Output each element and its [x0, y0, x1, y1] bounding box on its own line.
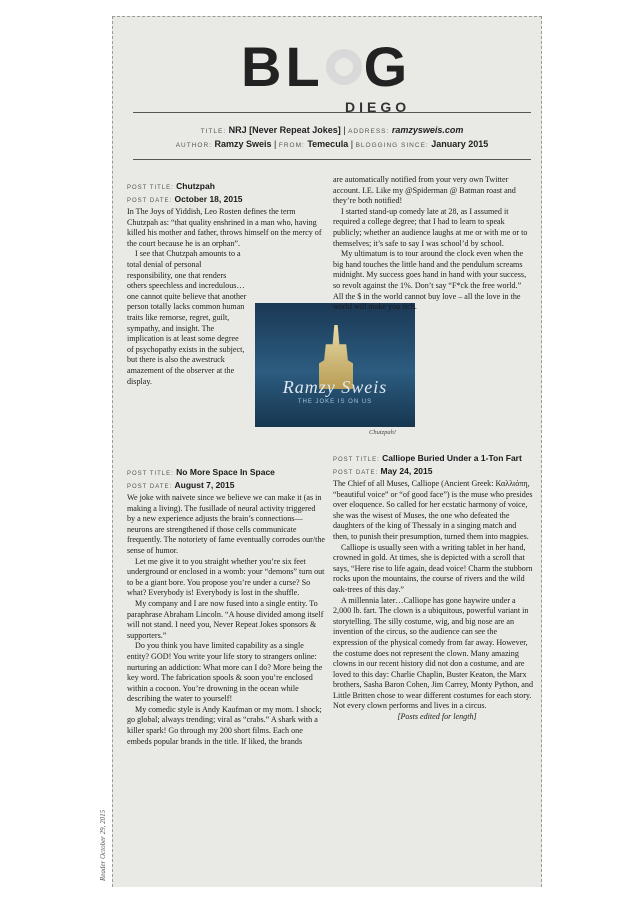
- post-paragraph: The Chief of all Muses, Calliope (Ancient Greek: Καλλιόπη, “beautiful voice” or “of good face”) is the muse who presides over eloquence. So called for her ecstatic harmony of voice, she was the wisest of Muses, the one who defeated the daughters of the king of Thessaly in a singing match and then, to punish their presumption, turned them into magpies.: [333, 479, 533, 541]
- post-paragraph: Do you think you have limited capability as a single entity? GOD! You write your life story to strangers online: nurturing an addiction: What more can I do? More being the key word. The fabrication spools & soon you’re enclosed within a cocoon. You’re drowning in the ocean while describing the water to yourself!: [127, 641, 323, 704]
- post-paragraph: Let me give it to you straight whether you’re six feet underground or enclosed in a womb: your “demons” turn out to be a giant bore. You propose you’re under a curse? So what? Everybody is! Everybody is lost in the shuffle.: [127, 556, 325, 598]
- castle-photo: [255, 303, 415, 427]
- post-paragraph: We joke with naivete since we believe we can make it (as in making a living). The fusillade of neural activity triggered by a new experience adjusts the brain’s connections—neurons are strengthened if those cells communicate frequently. The notoriety of fame eventually corrodes our/the sense of humor.: [127, 493, 325, 555]
- post-paragraph: My comedic style is Andy Kaufman or my mom. I shock; go global; always trending; viral as “crabs.” A shark with a killer spark! Go through my 200 short films. Each one embeds popular brands in the title. If liked, the brands: [127, 704, 322, 746]
- post-paragraph: My ultimatum is to tour around the clock even when the big hand touches the little hand and the pendulum screams midnight. My success goes hand in hand with your success, so revolt against the 1%. Don’t say “F*ck the free world.” All the $ in the world cannot buy love – all the love in the world will make you rich.: [333, 249, 527, 312]
- blog-author: Ramzy Sweis: [214, 139, 272, 149]
- post-title: Calliope Buried Under a 1-Ton Fart: [382, 453, 522, 463]
- post-date: May 24, 2015: [380, 466, 433, 476]
- post-paragraph: Calliope is usually seen with a writing tablet in her hand, crowned in gold. At times, she is depicted with a scroll that says, “Here rise to life again, dead voice! Charm the stubborn rocks upon the mountains, the course of rivers and the wild oak-trees of this day.”: [333, 542, 533, 594]
- divider: [133, 159, 531, 160]
- blog-since: January 2015: [431, 139, 489, 149]
- blog-meta-line-2: AUTHOR: Ramzy Sweis | FROM: Temecula | BLOGGING SINCE: January 2015: [175, 139, 489, 149]
- post-paragraph: My company and I are now fused into a single entity. To paraphrase Abraham Lincoln. “A house divided among itself will not stand. I need you, Never Repeat Jokes sponsors & supporters.”: [127, 598, 324, 640]
- meta-label: AUTHOR:: [175, 142, 212, 149]
- blog-title: NRJ [Never Repeat Jokes]: [228, 125, 341, 135]
- meta-label: FROM:: [278, 142, 305, 149]
- post-paragraph: are automatically notified from your very own Twitter account. I.E. Like my @Spiderman @ Batman roast and they’re both notified!: [333, 175, 516, 206]
- blog-masthead: [113, 37, 541, 127]
- post-date: August 7, 2015: [174, 480, 235, 490]
- post-paragraph: In The Joys of Yiddish, Leo Rosten defines the term Chutzpah as: “that quality enshrined in a man who, having killed his mother and father, throws himself on the mercy of the court because he is an orphan”.: [127, 207, 322, 248]
- post-calliope: POST TITLE: Calliope Buried Under a 1-Ton Fart POST DATE: May 24, 2015 The Chief of all Muses, Calliope (Ancient Greek: Καλλιόπη, “beautiful voice” or “of good face”) is the muse who presides over eloquence. So called for her ecstatic harmony of voice, she was the wisest of Muses, the one who defeated the daughters of the king of Thessaly in a singing match and then, to punish their presumption, turned them into magpies. Calliope is usually seen with a writing tablet in her hand, crowned in gold. At times, she is depicted with a scroll that says, “Here rise to life again, dead voice! Charm the stubborn rocks upon the mountains, the course of rivers and the wild oak-trees of this day.” A millennia later…Calliope has gone haywire under a 2,000 lb. fart. The clown is a ubiquitous, powerful variant in storytelling. The silly costume, wig, and big nose are an invention of the circus, so the audience can see the expression of the physical comedy from far away. However, the costume does not represent the clown. Many amazing clowns in our recent history did not don a costume, and are loved to this day: Charlie Chaplin, Buster Keaton, the Marx brothers, Sasha Baron Cohen, Jim Carrey, Monty Python, and Little Britten chose to wear different costumes for each story. Not every clown performs and lives in a circus. [Posts edited for length]: [333, 453, 533, 722]
- meta-label: ADDRESS:: [348, 128, 390, 135]
- meta-label: TITLE:: [200, 128, 227, 135]
- blog-address: ramzysweis.com: [391, 125, 464, 135]
- post-paragraph: I started stand-up comedy late at 28, as I assumed it required a college degree; that I had to learn to speak publicly; whether an audience laughs at me or with me or to themselves; it’s safe to say I was school’d by school.: [333, 206, 528, 248]
- photo-caption: Chutzpah!: [369, 429, 397, 436]
- photo-brand: Ramzy Sweis: [282, 377, 388, 397]
- magazine-page: [99, 16, 542, 887]
- edit-note: [Posts edited for length]: [397, 712, 477, 722]
- post-date: October 18, 2015: [174, 194, 243, 204]
- blog-from: Temecula: [307, 139, 349, 149]
- blog-meta-line-1: TITLE: NRJ [Never Repeat Jokes] | ADDRESS: ramzysweis.com: [200, 125, 464, 135]
- blog-logo: BL G: [241, 35, 412, 98]
- post-title: Chutzpah: [176, 181, 215, 191]
- side-issue-note: Reader October 29, 2015: [99, 809, 107, 881]
- post-chutzpah-continued: [333, 175, 533, 313]
- photo-tagline: THE JOKE IS ON US: [297, 399, 373, 405]
- post-paragraph: I see that Chutzpah amounts to a total denial of personal responsibility, one that renders others speechless and incredulous…one cannot quite believe that another person totally lacks common human traits like remorse, regret, guilt, sympathy, and insight. The implication is at least some degree of psychopathy exists in the subject, but there is also the awestruck amazement of the observer at the display.: [127, 249, 247, 386]
- post-no-more-space: POST TITLE: No More Space In Space POST DATE: August 7, 2015 We joke with naivete since we believe we can make it (as in making a living). The fusillade of neural activity triggered by a new experience adjusts the brain’s connections—neurons are strengthened if those cells communicate frequently. The notoriety of fame eventually corrodes our/the sense of humor. Let me give it to you straight whether you’re six feet underground or enclosed in a womb: your “demons” turn out to be a giant bore. You propose you’re under a curse? So what? Everybody is! Everybody is lost in the shuffle. My company and I are now fused into a single entity. To paraphrase Abraham Lincoln. “A house divided among itself will not stand. I need you, Never Repeat Jokes sponsors & supporters.” Do you think you have limited capability as a single entity? GOD! You write your life story to strangers online: nurturing an addiction: What more can I do? More being the key word. The fabrication spools & soon you’re enclosed within a cocoon. You’re drowning in the ocean while describing the water to yourself! My comedic style is Andy Kaufman or my mom. I shock; go global; always trending; viral as “crabs.” A shark with a killer spark! Go through my 200 short films. Each one embeds popular brands in the title. If liked, the brands: [127, 467, 325, 746]
- city-name: DIEGO: [345, 99, 411, 115]
- logo-ring-icon: [326, 49, 362, 85]
- post-paragraph: A millennia later…Calliope has gone haywire under a 2,000 lb. fart. The clown is a ubiquitous, powerful variant in storytelling. The silly costume, wig, and big nose are an invention of the circus, so the audience can see the expression of the physical comedy from far away. However, the costume does not represent the clown. Many amazing clowns in our recent history did not don a costume, and are loved to this day: Charlie Chaplin, Buster Keaton, the Marx brothers, Sasha Baron Cohen, Jim Carrey, Monty Python, and Little Britten chose to wear different costumes for each story. Not every clown performs and lives in a circus.: [333, 595, 533, 711]
- divider: [133, 112, 531, 113]
- meta-label: BLOGGING SINCE:: [355, 142, 429, 149]
- post-title: No More Space In Space: [176, 467, 275, 477]
- post-chutzpah: POST TITLE: Chutzpah POST DATE: October 18, 2015 In The Joys of Yiddish, Leo Rosten defines the term Chutzpah as: “that quality enshrined in a man who, having killed his mother and father, throws himself on the mercy of the court because he is an orphan”. I see that Chutzpah amounts to a total denial of personal responsibility, one that renders others speechless and incredulous…one cannot quite believe that another person totally lacks common human traits like remorse, regret, guilt, sympathy, and insight. The implication is at least some degree of psychopathy exists in the subject, but there is also the awestruck amazement of the observer at the display.: [127, 181, 327, 387]
